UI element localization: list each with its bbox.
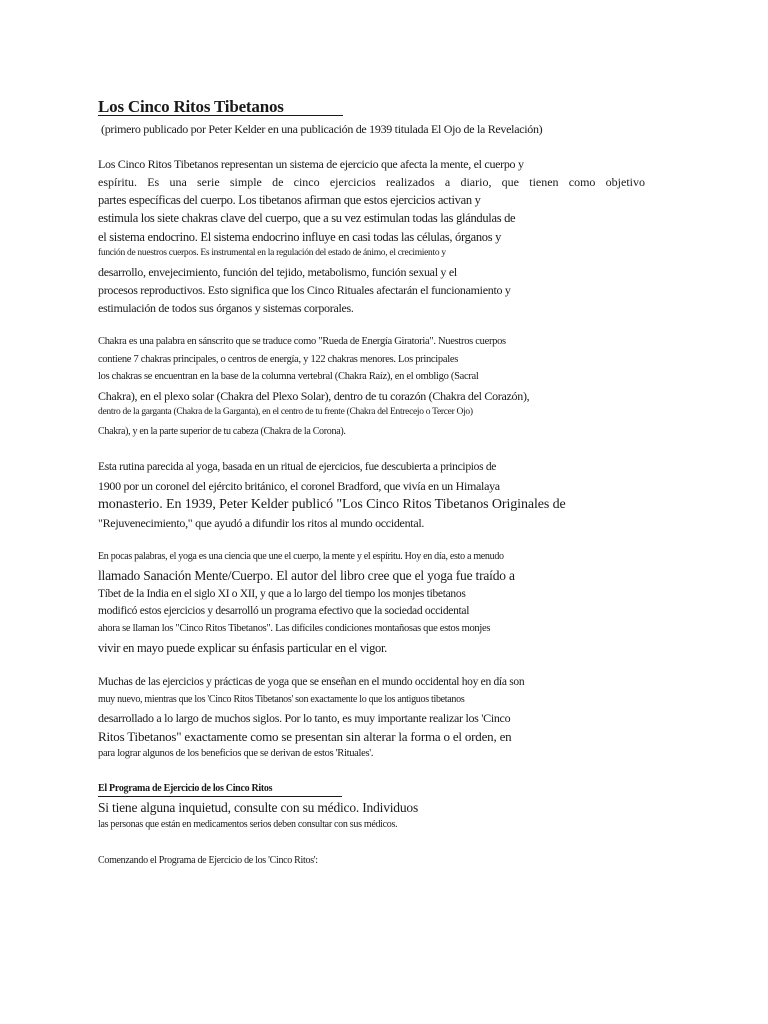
text-line: desarrollo, envejecimiento, función del tejido, metabolismo, función sexual y el bbox=[98, 265, 457, 279]
document-title: Los Cinco Ritos Tibetanos bbox=[98, 97, 284, 116]
section-heading: El Programa de Ejercicio de los Cinco Ritos bbox=[98, 783, 273, 794]
text-line: llamado Sanación Mente/Cuerpo. El autor del libro cree que el yoga fue traído a bbox=[98, 568, 515, 583]
section-heading-underline bbox=[98, 796, 342, 797]
text-line: Chakra), en el plexo solar (Chakra del Plexo Solar), dentro de tu corazón (Chakra del Corazón), bbox=[98, 389, 530, 403]
text-line: Chakra), y en la parte superior de tu cabeza (Chakra de la Corona). bbox=[98, 426, 346, 437]
text-line: función de nuestros cuerpos. Es instrumental en la regulación del estado de ánimo, el crecimiento y bbox=[98, 248, 446, 258]
text-line: estimula los siete chakras clave del cuerpo, que a su vez estimulan todas las glándulas de bbox=[98, 211, 516, 225]
text-line: "Rejuvenecimiento," que ayudó a difundir los ritos al mundo occidental. bbox=[98, 516, 425, 530]
text-line: los chakras se encuentran en la base de la columna vertebral (Chakra Raíz), en el ombligo (Sacral bbox=[98, 371, 479, 382]
text-line: Si tiene alguna inquietud, consulte con su médico. Individuos bbox=[98, 800, 418, 815]
text-line: En pocas palabras, el yoga es una ciencia que une el cuerpo, la mente y el espíritu. Hoy en día, esto a menudo bbox=[98, 551, 504, 562]
text-line: estimulación de todos sus órganos y sistemas corporales. bbox=[98, 301, 354, 315]
text-line: desarrollado a lo largo de muchos siglos. Por lo tanto, es muy importante realizar los 'Cinco bbox=[98, 711, 511, 725]
text-line: procesos reproductivos. Esto significa que los Cinco Rituales afectarán el funcionamiento y bbox=[98, 283, 511, 297]
closing-line: Comenzando el Programa de Ejercicio de los 'Cinco Ritos': bbox=[98, 855, 318, 866]
text-line: vivir en mayo puede explicar su énfasis particular en el vigor. bbox=[98, 641, 387, 655]
text-line: Tíbet de la India en el siglo XI o XII, y que a lo largo del tiempo los monjes tibetanos bbox=[98, 588, 466, 600]
text-line: monasterio. En 1939, Peter Kelder publicó "Los Cinco Ritos Tibetanos Originales de bbox=[98, 497, 566, 512]
text-line: muy nuevo, mientras que los 'Cinco Ritos Tibetanos' son exactamente lo que los antiguos tibetanos bbox=[98, 694, 465, 705]
text-line: Los Cinco Ritos Tibetanos representan un sistema de ejercicio que afecta la mente, el cuerpo y bbox=[98, 157, 524, 171]
text-line: las personas que están en medicamentos serios deben consultar con sus médicos. bbox=[98, 819, 398, 830]
text-line: para lograr algunos de los beneficios que se derivan de estos 'Rituales'. bbox=[98, 748, 374, 759]
text-line: Esta rutina parecida al yoga, basada en un ritual de ejercicios, fue descubierta a principios de bbox=[98, 461, 497, 473]
text-line: Muchas de las ejercicios y prácticas de yoga que se enseñan en el mundo occidental hoy en día son bbox=[98, 676, 525, 688]
text-line: espíritu. Es una serie simple de cinco ejercicios realizados a diario, que tienen como objetivo bbox=[98, 175, 645, 189]
text-line: dentro de la garganta (Chakra de la Garganta), en el centro de tu frente (Chakra del Entrecejo o Tercer Ojo) bbox=[98, 407, 473, 417]
text-line: Chakra es una palabra en sánscrito que se traduce como "Rueda de Energía Giratoria". Nuestros cuerpos bbox=[98, 336, 506, 347]
text-line: 1900 por un coronel del ejército británico, el coronel Bradford, que vivía en un Himalaya bbox=[98, 479, 500, 493]
text-line: contiene 7 chakras principales, o centros de energía, y 122 chakras menores. Los principales bbox=[98, 354, 458, 365]
text-line: el sistema endocrino. El sistema endocrino influye en casi todas las células, órganos y bbox=[98, 230, 502, 244]
text-line: Ritos Tibetanos" exactamente como se presentan sin alterar la forma o el orden, en bbox=[98, 729, 512, 744]
title-underline bbox=[98, 115, 343, 116]
text-line: partes específicas del cuerpo. Los tibetanos afirman que estos ejercicios activan y bbox=[98, 193, 481, 207]
text-line: modificó estos ejercicios y desarrolló un programa efectivo que la sociedad occidental bbox=[98, 605, 470, 617]
document-subtitle: (primero publicado por Peter Kelder en una publicación de 1939 titulada El Ojo de la Revelación) bbox=[101, 122, 543, 136]
text-line: ahora se llaman los "Cinco Ritos Tibetanos". Las difíciles condiciones montañosas que estos monjes bbox=[98, 623, 491, 634]
